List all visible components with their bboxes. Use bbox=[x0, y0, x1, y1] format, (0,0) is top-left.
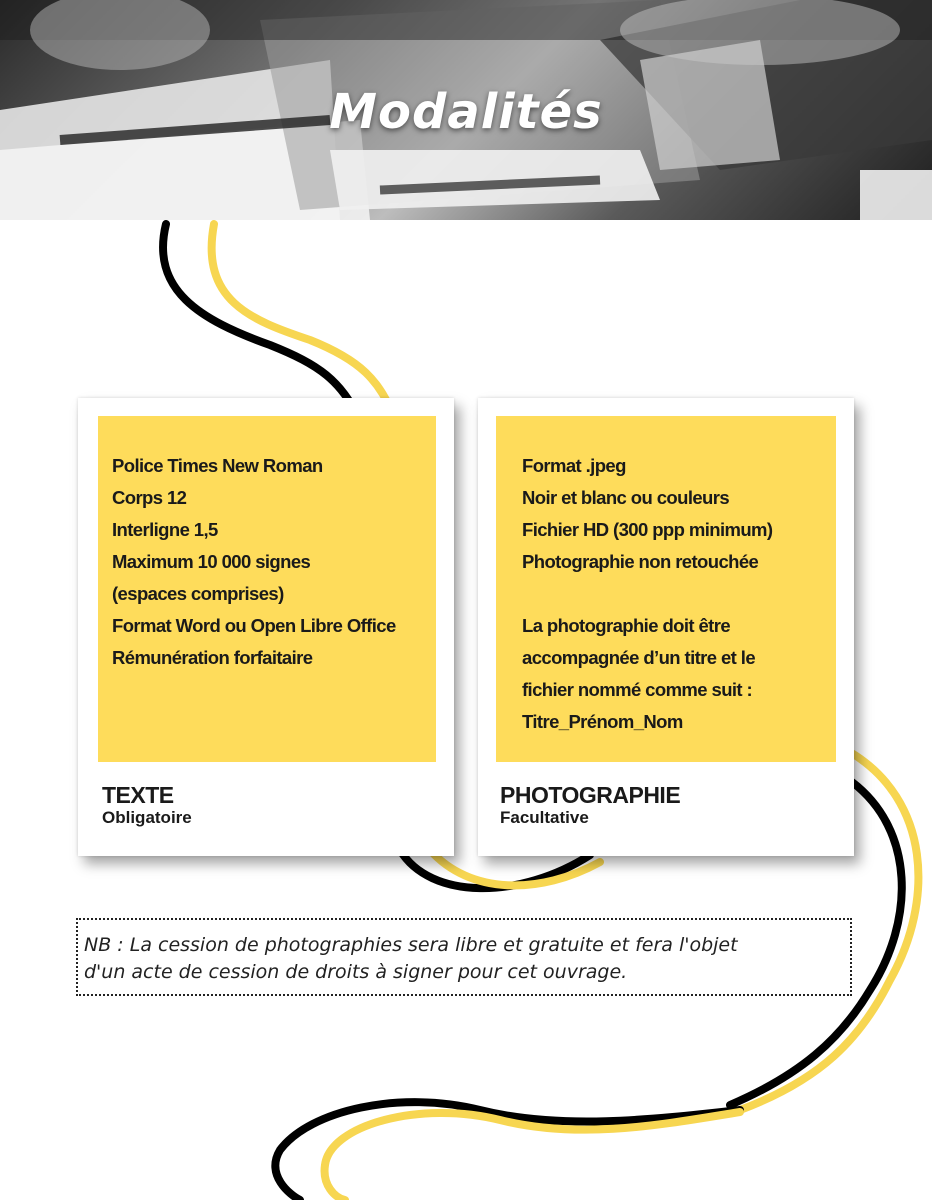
card-photographie-swatch bbox=[496, 416, 836, 762]
top-yellow-curve bbox=[212, 224, 395, 420]
bottom-black-curve bbox=[275, 1102, 740, 1200]
card-texte-line: (espaces comprises) bbox=[112, 583, 284, 604]
card-photographie-title: PHOTOGRAPHIE bbox=[500, 782, 681, 808]
card-texte-line: Maximum 10 000 signes bbox=[112, 551, 311, 572]
card-texte-subtitle: Obligatoire bbox=[102, 808, 192, 827]
nb-note bbox=[76, 918, 852, 996]
card-texte-swatch bbox=[98, 416, 436, 762]
card-texte-line: Corps 12 bbox=[112, 487, 187, 508]
card-texte-line: Format Word ou Open Libre Office bbox=[112, 615, 396, 636]
header-photo bbox=[0, 0, 932, 220]
card-photographie bbox=[478, 398, 854, 856]
card-photographie-line: Noir et blanc ou couleurs bbox=[522, 487, 730, 508]
nb-note-line-2: d'un acte de cession de droits à signer pour cet ouvrage. bbox=[84, 961, 628, 983]
card-texte-line: Police Times New Roman bbox=[112, 455, 323, 476]
bottom-yellow-curve bbox=[325, 1112, 740, 1200]
card-texte-line: Interligne 1,5 bbox=[112, 519, 218, 540]
card-photographie-line: La photographie doit être bbox=[522, 615, 731, 636]
card-photographie-line: Titre_Prénom_Nom bbox=[522, 711, 683, 732]
nb-note-line-1: NB : La cession de photographies sera libre et gratuite et fera l'objet bbox=[84, 934, 738, 956]
top-black-curve bbox=[163, 224, 360, 420]
card-texte bbox=[78, 398, 454, 856]
card-texte-line: Rémunération forfaitaire bbox=[112, 647, 313, 668]
card-photographie-line: Format .jpeg bbox=[522, 455, 626, 476]
card-texte-lines bbox=[112, 450, 396, 674]
page-title: Modalités bbox=[329, 84, 603, 140]
card-photographie-lines bbox=[522, 450, 772, 738]
card-photographie-line-gap bbox=[522, 578, 772, 610]
card-photographie-subtitle: Facultative bbox=[500, 808, 589, 827]
card-photographie-line: Fichier HD (300 ppp minimum) bbox=[522, 519, 773, 540]
card-photographie-line: Photographie non retouchée bbox=[522, 551, 759, 572]
card-texte-title: TEXTE bbox=[102, 782, 174, 808]
nb-note-text bbox=[84, 932, 738, 986]
card-photographie-line: fichier nommé comme suit : bbox=[522, 679, 753, 700]
card-photographie-line: accompagnée d’un titre et le bbox=[522, 647, 756, 668]
